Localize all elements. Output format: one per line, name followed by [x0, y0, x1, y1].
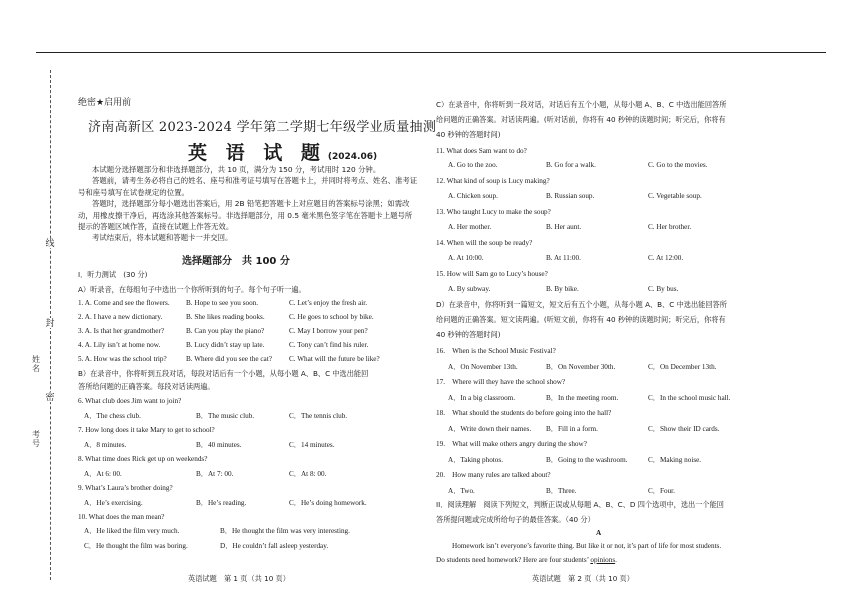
option-b: B. She likes reading books.: [186, 313, 265, 321]
question-7: 7. How long does it take Mary to get to school?: [78, 426, 215, 434]
section-a-instructions: A）听录音，在每组句子中选出一个你所听到的句子。每个句子听一遍。: [78, 285, 306, 294]
subject-title-text: 英 语 试 题: [188, 142, 326, 164]
binding-field-name: 姓名: [32, 355, 40, 373]
option-c: C．Show their ID cards.: [648, 425, 720, 433]
option-b: B．At 7: 00.: [196, 470, 234, 478]
option-a: A．8 minutes.: [84, 441, 127, 449]
section-2-instructions: II．阅读理解 阅读下列短文，判断正误或从每题 A、B、C、D 四个选项中，选出一个能回: [436, 500, 724, 509]
option-a: A. At 10:00.: [448, 254, 484, 262]
subject-title: [188, 138, 377, 165]
option-a: A．At 6: 00.: [84, 470, 122, 478]
binding-label-feng: 封: [45, 318, 55, 328]
question-10: 10. What does the man mean?: [78, 513, 165, 521]
exam-title: 济南高新区 2023-2024 学年第二学期七年级学业质量抽测: [88, 120, 437, 135]
section-b-instructions: 答所给问题的正确答案。每段对话读两遍。: [78, 382, 215, 391]
option-c: C. Her brother.: [648, 223, 692, 231]
option-b: B．He thought the film was very interesting.: [220, 527, 350, 535]
option-c: C. May I borrow your pen?: [289, 327, 368, 335]
option-a: 2. A. I have a new dictionary.: [78, 313, 163, 321]
binding-label-xian: 线: [45, 238, 55, 248]
page-footer: 英语试题 第 1 页（共 10 页）: [188, 574, 290, 583]
option-c: C．On December 13th.: [648, 363, 717, 371]
option-a: A. Her mother.: [448, 223, 492, 231]
question-17: 17. Where will they have the school show?: [436, 378, 566, 386]
option-b: B．In the meeting room.: [546, 394, 619, 402]
option-a: 1. A. Come and see the flowers.: [78, 299, 170, 307]
page-footer: 英语试题 第 2 页（共 10 页）: [532, 574, 634, 583]
section-b-instructions: B）在录音中，你将听到五段对话，每段对话后有一个小题，从每小题 A、B、C 中选出能回: [78, 369, 369, 378]
notice-paragraph: 本试题分选择题部分和非选择题部分，共 10 页，满分为 150 分，考试用时 120 分钟。: [92, 165, 381, 174]
option-c: C．Four.: [648, 487, 675, 495]
option-a: A．The chess club.: [84, 412, 141, 420]
option-b: B．On November 30th.: [546, 363, 616, 371]
option-a: A. Go to the zoo.: [448, 161, 498, 169]
option-a: 4. A. Lily isn’t at home now.: [78, 341, 161, 349]
option-a: A．He’s exercising.: [84, 499, 143, 507]
question-9: 9. What’s Laura’s brother doing?: [78, 484, 173, 492]
option-a: A．Taking photos.: [448, 456, 503, 464]
question-8: 8. What time does Rick get up on weekends?: [78, 455, 208, 463]
option-b: B. Where did you see the cat?: [186, 355, 272, 363]
passage-line: [436, 555, 617, 565]
secret-label: 绝密★启用前: [78, 98, 132, 108]
section-d-instructions: D）在录音中，你将听到一篇短文，短文后有五个小题，从每小题 A、B、C 中选出能回答所: [436, 300, 727, 309]
part-title: 选择题部分 共 100 分: [182, 256, 290, 267]
subject-date: (2024.06): [327, 152, 378, 162]
option-b: B. Lucy didn’t stay up late.: [186, 341, 265, 349]
option-b: B. Russian soup.: [546, 192, 595, 200]
option-d: D．He couldn’t fall asleep yesterday.: [220, 542, 329, 550]
passage-text: .: [615, 556, 617, 564]
option-b: B. Hope to see you soon.: [186, 299, 259, 307]
notice-paragraph: 答题前，请考生务必将自己的姓名、座号和准考证号填写在答题卡上，并同时将考点、姓名、准考证号和座号填写在试卷规定的位置。: [78, 176, 418, 197]
option-a: A．Write down their names.: [448, 425, 532, 433]
passage-underlined-word: opinions: [590, 556, 616, 564]
option-c: C. What will the future be like?: [289, 355, 380, 363]
option-a: 5. A. How was the school trip?: [78, 355, 167, 363]
option-a: 3. A. Is that her grandmother?: [78, 327, 165, 335]
option-c: C. By bus.: [648, 285, 679, 293]
question-11: 11. What does Sam want to do?: [436, 147, 527, 155]
option-c: C．14 minutes.: [289, 441, 335, 449]
question-12: 12. What kind of soup is Lucy making?: [436, 177, 550, 185]
option-a: A. Chicken soup.: [448, 192, 498, 200]
option-b: B．40 minutes.: [196, 441, 242, 449]
option-c: C．In the school music hall.: [648, 394, 731, 402]
question-14: 14. When will the soup be ready?: [436, 239, 533, 247]
option-b: B．He’s reading.: [196, 499, 247, 507]
option-b: B．Three.: [546, 487, 577, 495]
top-rule: [36, 52, 826, 53]
option-b: B．The music club.: [196, 412, 255, 420]
passage-line: Homework isn’t everyone’s favorite thing. But like it or not, it’s part of life for most students.: [452, 542, 722, 550]
question-19: 19. What will make others angry during the show?: [436, 440, 587, 448]
option-c: C．He’s doing homework.: [289, 499, 367, 507]
option-a: A．Two.: [448, 487, 475, 495]
section-c-instructions: C）在录音中，你将听到一段对话，对话后有五个小题，从每小题 A、B、C 中选出能回答所: [436, 100, 727, 109]
section-2-instructions: 答所提问题或完成所给句子的最佳答案。（40 分）: [436, 515, 595, 524]
option-b: B. At 11:00.: [546, 254, 581, 262]
option-c: C. Go to the movies.: [648, 161, 708, 169]
option-a: A．In a big classroom.: [448, 394, 516, 402]
question-6: 6. What club does Jim want to join?: [78, 397, 182, 405]
notice-paragraph: 答题时，选择题部分每小题选出答案后，用 2B 铅笔把答题卡上对应题目的答案标号涂黑；如需改动，用橡皮擦干净后，再选涂其他答案标号。非选择题部分，用 0.5 毫米黑色签字笔在答题卡上题号所提示的答题区域作答，直接在试题上作答无效。: [78, 199, 413, 232]
section-c-instructions: 40 秒钟的答题时间): [436, 130, 501, 139]
option-b: B. By bike.: [546, 285, 579, 293]
option-c: C．At 8: 00.: [289, 470, 327, 478]
option-a: A. By subway.: [448, 285, 491, 293]
binding-label-mi: 密: [45, 392, 55, 402]
option-c: C. Vegetable soup.: [648, 192, 702, 200]
notice-paragraph: 考试结束后，将本试题和答题卡一并交回。: [92, 233, 233, 243]
passage-letter: A: [596, 529, 602, 537]
option-c: C. He goes to school by bike.: [289, 313, 374, 321]
option-c: C．Making noise.: [648, 456, 702, 464]
option-c: C．The tennis club.: [289, 412, 348, 420]
question-16: 16. When is the School Music Festival?: [436, 347, 556, 355]
question-18: 18. What should the students do before going into the hall?: [436, 409, 612, 417]
option-b: B. Can you play the piano?: [186, 327, 265, 335]
passage-text: Do students need homework? Here are four students’: [436, 556, 591, 564]
option-a: A．On November 13th.: [448, 363, 518, 371]
option-b: B．Going to the washroom.: [546, 456, 628, 464]
option-c: C. Tony can’t find his ruler.: [289, 341, 369, 349]
binding-field-number: 考号: [32, 430, 40, 448]
option-b: B. Go for a walk.: [546, 161, 596, 169]
section-d-instructions: 40 秒钟的答题时间): [436, 330, 501, 339]
option-b: B. Her aunt.: [546, 223, 582, 231]
exam-notice: [78, 164, 418, 244]
section-c-instructions: 给问题的正确答案。对话读两遍。(听对话前，你将有 40 秒钟的读题时间；听完后，你将有: [436, 115, 726, 124]
question-15: 15. How will Sam go to Lucy’s house?: [436, 270, 548, 278]
option-c: C. At 12:00.: [648, 254, 684, 262]
question-20: 20. How many rules are talked about?: [436, 471, 551, 479]
option-c: C．He thought the film was boring.: [84, 542, 188, 550]
section-1-title: I．听力测试 (30 分): [78, 270, 148, 279]
section-d-instructions: 给问题的正确答案。短文读两遍。(听短文前，你将有 40 秒钟的读题时间；听完后，你将有: [436, 315, 726, 324]
option-a: A．He liked the film very much.: [84, 527, 180, 535]
option-c: C. Let’s enjoy the fresh air.: [289, 299, 368, 307]
question-13: 13. Who taught Lucy to make the soup?: [436, 208, 551, 216]
option-b: B．Fill in a form.: [546, 425, 598, 433]
